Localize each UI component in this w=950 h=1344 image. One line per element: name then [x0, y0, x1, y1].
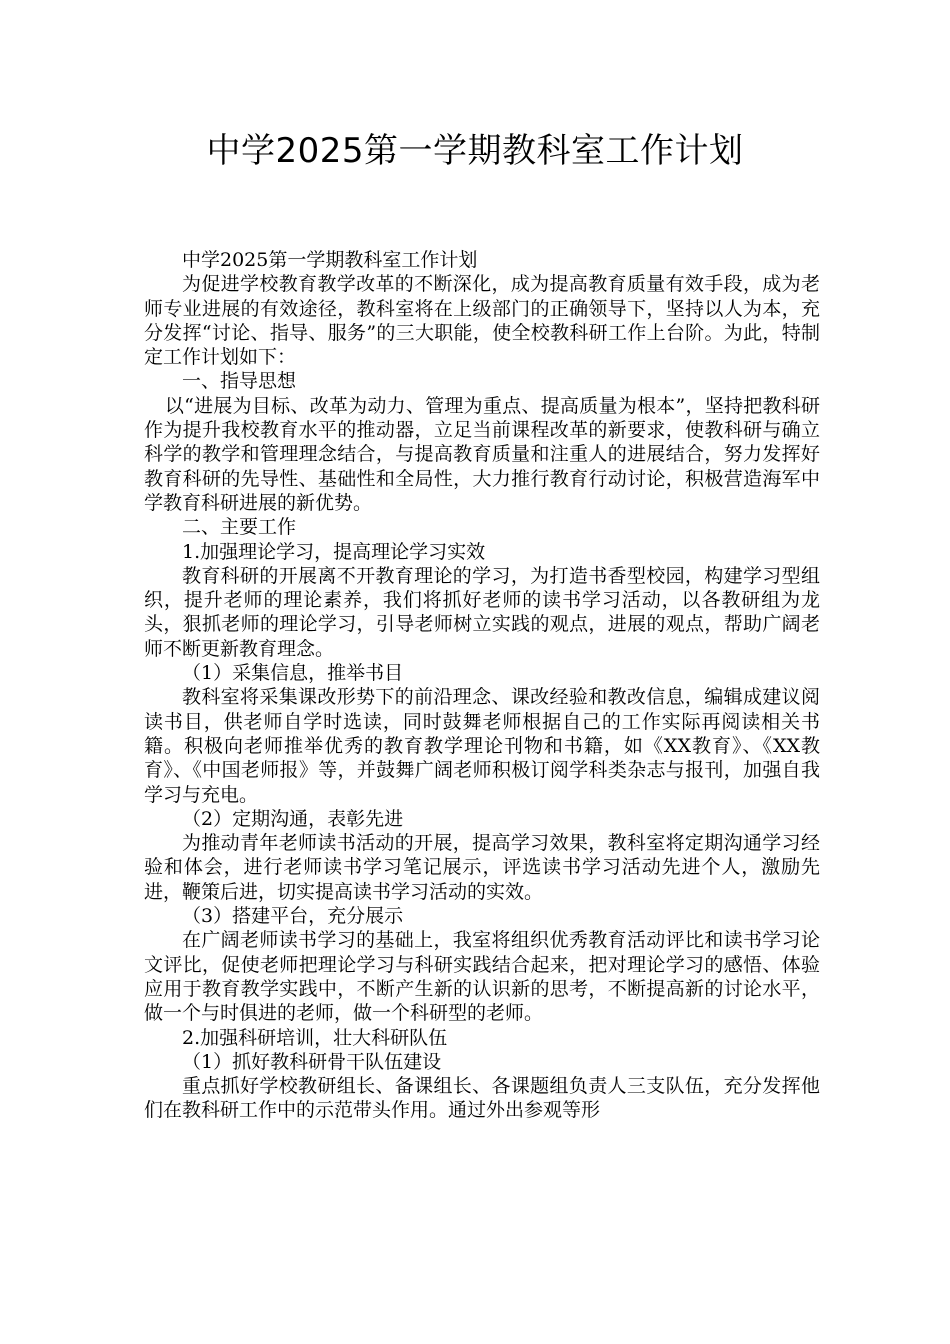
subsection-heading: （1）采集信息，推举书目	[182, 662, 404, 685]
body-paragraph: 为促进学校教育教学改革的不断深化，成为提高教育质量有效手段，成为老师专业进展的有效途径，教科室将在上级部门的正确领导下，坚持以人为本，充分发挥“讨论、指导、服务”的三大职能，使全校教科研工作上台阶。为此，特制定工作计划如下：	[144, 273, 820, 369]
subsection-heading: 2.加强科研培训，壮大科研队伍	[182, 1026, 448, 1049]
body-paragraph: 重点抓好学校教研组长、备课组长、各课题组负责人三支队伍，充分发挥他们在教科研工作中的示范带头作用。通过外出参观等形	[144, 1075, 820, 1122]
body-paragraph: 教科室将采集课改形势下的前沿理念、课改经验和教改信息，编辑成建议阅读书目，供老师自学时选读，同时鼓舞老师根据自己的工作实际再阅读相关书籍。积极向老师推举优秀的教育教学理论刊物和书籍，如《XX教育》、《XX教育》、《中国老师报》等，并鼓舞广阔老师积极订阅学科类杂志与报刊，加强自我学习与充电。	[144, 686, 820, 806]
body-paragraph: 中学2025第一学期教科室工作计划	[182, 249, 478, 271]
body-paragraph: 教育科研的开展离不开教育理论的学习，为打造书香型校园，构建学习型组织，提升老师的理论素养，我们将抓好老师的读书学习活动，以各教研组为龙头，狠抓老师的理论学习，引导老师树立实践的观点，进展的观点，帮助广阔老师不断更新教育理念。	[144, 564, 820, 660]
subsection-heading: （3）搭建平台，充分展示	[182, 905, 404, 928]
subsection-heading: （1）抓好教科研骨干队伍建设	[182, 1050, 442, 1073]
subsection-heading: （2）定期沟通，表彰先进	[182, 807, 404, 830]
document-body	[144, 248, 820, 1123]
section-heading: 二、主要工作	[182, 516, 297, 539]
subsection-heading: 1.加强理论学习，提高理论学习实效	[182, 540, 486, 563]
body-paragraph: 在广阔老师读书学习的基础上，我室将组织优秀教育活动评比和读书学习论文评比，促使老师把理论学习与科研实践结合起来，把对理论学习的感悟、体验应用于教育教学实践中，不断产生新的认识新的思考，不断提高新的讨论水平，做一个与时俱进的老师，做一个科研型的老师。	[144, 929, 820, 1025]
body-paragraph: 为推动青年老师读书活动的开展，提高学习效果，教科室将定期沟通学习经验和体会，进行老师读书学习笔记展示，评选读书学习活动先进个人，激励先进，鞭策后进，切实提高读书学习活动的实效。	[144, 832, 820, 903]
document-title: 中学2025第一学期教科室工作计划	[206, 131, 744, 171]
body-paragraph: 以“进展为目标、改革为动力、管理为重点、提高质量为根本”，坚持把教科研作为提升我校教育水平的推动器，立足当前课程改革的新要求，使教科研与确立科学的教学和管理理念结合，与提高教育质量和注重人的进展结合，努力发挥好教育科研的先导性、基础性和全局性，大力推行教育行动讨论，积极营造海军中学教育科研进展的新优势。	[144, 394, 820, 514]
section-heading: 一、指导思想	[182, 370, 297, 393]
